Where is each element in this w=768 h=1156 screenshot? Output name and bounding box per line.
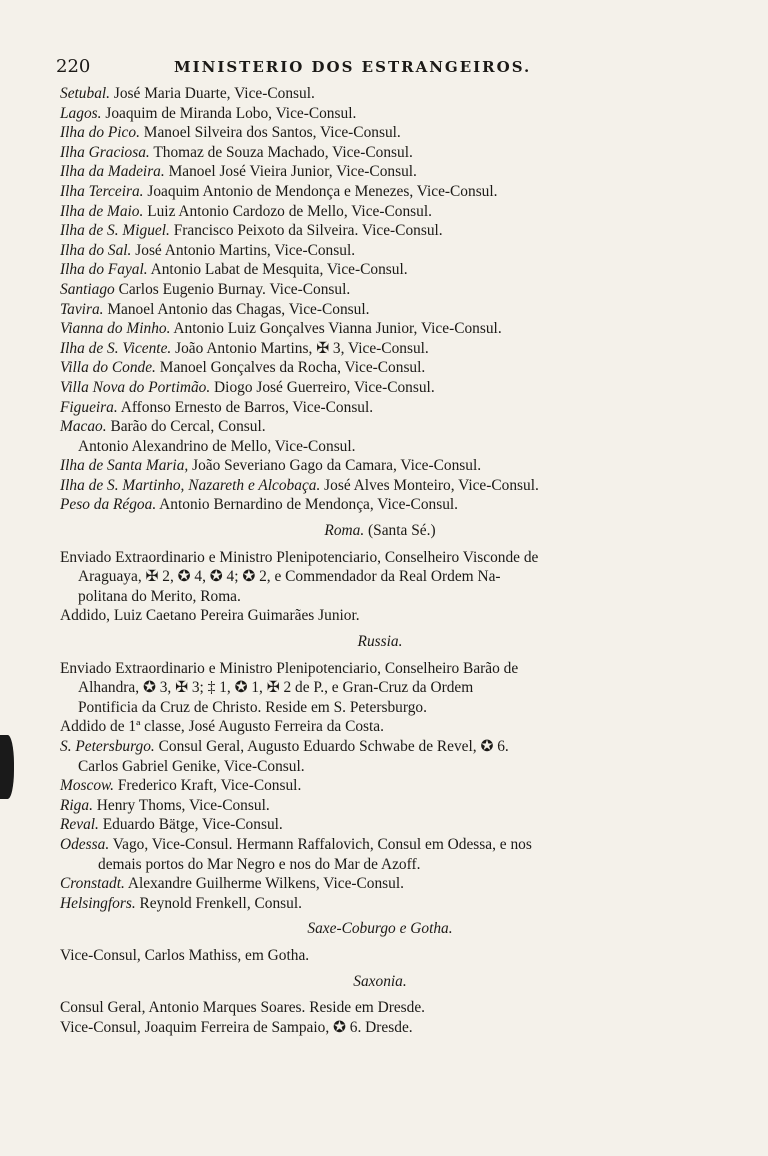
entry-text: Carlos Eugenio Burnay. Vice-Consul.	[114, 280, 351, 298]
entry-text: João Severiano Gago da Camara, Vice-Consul.	[188, 457, 482, 475]
entry-place: Ilha de Santa Maria,	[60, 457, 189, 475]
list-entry	[60, 398, 700, 418]
entry-text: Reynold Frenkell, Consul.	[135, 894, 302, 912]
macao-continuation: Antonio Alexandrino de Mello, Vice-Consul.	[78, 437, 356, 455]
entry-place: Ilha de S. Vicente.	[60, 339, 172, 357]
list-entry	[60, 358, 700, 378]
list-entry	[60, 182, 700, 202]
entry-place: Ilha de S. Martinho, Nazareth e Alcobaça.	[60, 476, 321, 494]
entry-place: Villa do Conde.	[60, 359, 156, 377]
entry-place: Villa Nova do Portimão.	[60, 378, 211, 396]
heading-roma-sub: (Santa Sé.)	[364, 522, 436, 540]
entry-text: Eduardo Bätge, Vice-Consul.	[98, 816, 283, 834]
list-entry	[60, 874, 700, 894]
entry-place: Macao.	[60, 418, 107, 436]
russia-envoy-line1: Enviado Extraordinario e Ministro Plenipotenciario, Conselheiro Barão de	[60, 659, 519, 677]
roma-envoy-line3: politana do Merito, Roma.	[78, 587, 241, 605]
entry-place: Ilha Terceira.	[60, 182, 144, 200]
list-entry	[60, 776, 700, 796]
list-entry	[60, 241, 700, 261]
entry-place: Ilha Graciosa.	[60, 143, 150, 161]
entry-text: João Antonio Martins, ✠ 3, Vice-Consul.	[171, 339, 429, 357]
entry-text: Antonio Bernardino de Mendonça, Vice-Consul.	[156, 496, 459, 514]
entry-place: Cronstadt.	[60, 875, 125, 893]
page-body	[60, 84, 700, 1037]
list-entry	[60, 339, 700, 359]
roma-attache: Addido, Luiz Caetano Pereira Guimarães Junior.	[60, 607, 360, 625]
list-entry	[60, 260, 700, 280]
entry-text: Frederico Kraft, Vice-Consul.	[114, 777, 302, 795]
entry-text: Manoel José Vieira Junior, Vice-Consul.	[164, 163, 417, 181]
list-entry	[60, 221, 700, 241]
russia-list-2	[60, 776, 700, 854]
entry-text: Affonso Ernesto de Barros, Vice-Consul.	[117, 398, 374, 416]
list-entry	[60, 280, 700, 300]
list-entry	[60, 815, 700, 835]
entry-text: Antonio Labat de Mesquita, Vice-Consul.	[147, 261, 408, 279]
list-entry	[60, 84, 700, 104]
entry-text: Manoel Gonçalves da Rocha, Vice-Consul.	[155, 359, 426, 377]
list-entry	[60, 894, 700, 914]
entry-text: Manoel Antonio das Chagas, Vice-Consul.	[103, 300, 370, 318]
entry-text: Joaquim Antonio de Mendonça e Menezes, Vice-Consul.	[143, 182, 498, 200]
entry-place: Moscow.	[60, 777, 115, 795]
russia-attache: Addido de 1ª classe, José Augusto Ferreira da Costa.	[60, 718, 384, 736]
entry-text: Henry Thoms, Vice-Consul.	[92, 796, 270, 814]
entry-text: Luiz Antonio Cardozo de Mello, Vice-Consul.	[143, 202, 432, 220]
entry-place: Ilha do Sal.	[60, 241, 132, 259]
list-entry	[60, 378, 700, 398]
entry-text: Diogo José Guerreiro, Vice-Consul.	[210, 378, 435, 396]
russia-envoy-line2: Alhandra, ✪ 3, ✠ 3; ‡ 1, ✪ 1, ✠ 2 de P., e Gran-Cruz da Ordem	[78, 679, 474, 697]
consular-list-portugal-2	[60, 456, 700, 515]
entry-place: Figueira.	[60, 398, 118, 416]
sp-continuation: Carlos Gabriel Genike, Vice-Consul.	[78, 757, 305, 775]
section-heading-saxonia: Saxonia.	[353, 972, 407, 990]
list-entry	[60, 202, 700, 222]
list-entry	[60, 796, 700, 816]
entry-text: Francisco Peixoto da Silveira. Vice-Consul.	[169, 222, 443, 240]
entry-place: Ilha do Pico.	[60, 124, 140, 142]
russia-list-1	[60, 737, 700, 757]
section-heading-saxe: Saxe-Coburgo e Gotha.	[307, 920, 453, 938]
russia-envoy-line3: Pontificia da Cruz de Christo. Reside em S. Petersburgo.	[78, 698, 427, 716]
entry-text: Alexandre Guilherme Wilkens, Vice-Consul.	[124, 875, 404, 893]
entry-place: Odessa.	[60, 835, 110, 853]
list-entry	[60, 319, 700, 339]
entry-text: Thomaz de Souza Machado, Vice-Consul.	[149, 143, 413, 161]
list-entry	[60, 476, 700, 496]
ink-smudge	[0, 735, 14, 799]
entry-place: Ilha do Fayal.	[60, 261, 148, 279]
entry-text: Barão do Cercal, Consul.	[106, 418, 266, 436]
entry-text: Antonio Luiz Gonçalves Vianna Junior, Vice-Consul.	[170, 320, 502, 338]
entry-text: Joaquim de Miranda Lobo, Vice-Consul.	[101, 104, 357, 122]
saxonia-line2: Vice-Consul, Joaquim Ferreira de Sampaio, ✪ 6. Dresde.	[60, 1018, 413, 1036]
entry-place: Tavira.	[60, 300, 104, 318]
saxonia-line1: Consul Geral, Antonio Marques Soares. Reside em Dresde.	[60, 999, 426, 1017]
list-entry	[60, 835, 700, 855]
entry-place: Santiago	[60, 280, 115, 298]
section-heading-roma	[60, 521, 700, 541]
list-entry	[60, 162, 700, 182]
entry-place: Vianna do Minho.	[60, 320, 171, 338]
section-heading-russia: Russia.	[357, 633, 403, 651]
entry-place: Peso da Régoa.	[60, 496, 157, 514]
list-entry	[60, 104, 700, 124]
entry-text: Consul Geral, Augusto Eduardo Schwabe de Revel, ✪ 6.	[154, 738, 509, 755]
roma-envoy-line2: Araguaya, ✠ 2, ✪ 4, ✪ 4; ✪ 2, e Commendador da Real Ordem Na-	[78, 568, 501, 586]
entry-place: Reval.	[60, 816, 99, 834]
list-entry	[60, 495, 700, 515]
list-entry	[60, 456, 700, 476]
entry-place: Riga.	[60, 796, 93, 814]
heading-roma: Roma.	[324, 522, 365, 540]
list-entry	[60, 300, 700, 320]
entry-place: Setubal.	[60, 85, 111, 102]
roma-envoy-line1: Enviado Extraordinario e Ministro Plenipotenciario, Conselheiro Visconde de	[60, 548, 539, 566]
entry-text: José Antonio Martins, Vice-Consul.	[131, 241, 356, 259]
list-entry	[60, 737, 700, 757]
entry-text: Manoel Silveira dos Santos, Vice-Consul.	[139, 124, 401, 142]
entry-place: Lagos.	[60, 104, 102, 122]
entry-text: Vago, Vice-Consul. Hermann Raffalovich, Consul em Odessa, e nos	[109, 835, 532, 853]
entry-place: Helsingfors.	[60, 894, 136, 912]
entry-place: Ilha da Madeira.	[60, 163, 165, 181]
entry-place: Ilha de Maio.	[60, 202, 144, 220]
consular-list-portugal	[60, 84, 700, 437]
list-entry	[60, 143, 700, 163]
running-title: MINISTERIO DOS ESTRANGEIROS.	[174, 58, 532, 76]
list-entry	[60, 417, 700, 437]
entry-text: José Alves Monteiro, Vice-Consul.	[320, 476, 539, 494]
odessa-continuation: demais portos do Mar Negro e nos do Mar de Azoff.	[98, 855, 421, 873]
entry-place: S. Petersburgo.	[60, 738, 155, 755]
saxe-line: Vice-Consul, Carlos Mathiss, em Gotha.	[60, 946, 310, 964]
entry-place: Ilha de S. Miguel.	[60, 222, 170, 240]
entry-text: José Maria Duarte, Vice-Consul.	[110, 85, 315, 102]
list-entry	[60, 123, 700, 143]
russia-list-3	[60, 874, 700, 913]
page-number: 220	[56, 56, 91, 77]
